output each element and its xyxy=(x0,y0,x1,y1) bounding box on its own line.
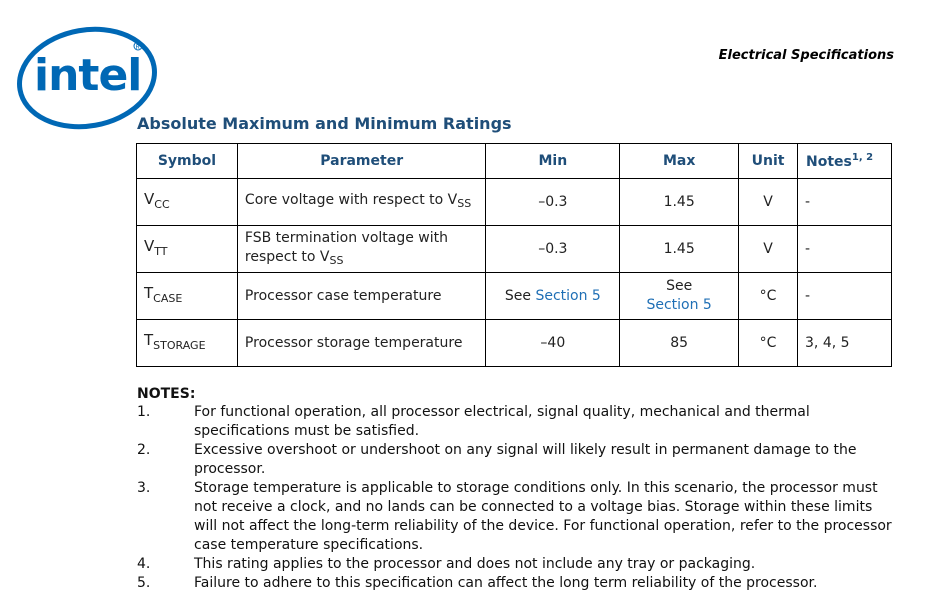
note-text: This rating applies to the processor and does not include any tray or packaging. xyxy=(194,556,756,572)
logo-wordmark: intel xyxy=(34,50,142,101)
unit-cell: V xyxy=(739,226,798,273)
parameter-cell: FSB termination voltage with respect to $V_{SS}$ xyxy=(237,226,486,273)
table-header-row xyxy=(137,144,892,179)
header-max: Max xyxy=(620,144,739,179)
header-notes xyxy=(798,144,892,179)
header-unit: Unit xyxy=(739,144,798,179)
parameter-cell: Core voltage with respect to $V_{SS}$ xyxy=(237,179,486,226)
note-item xyxy=(137,555,897,574)
section-5-link[interactable]: Section 5 xyxy=(646,297,712,313)
note-item xyxy=(137,441,897,479)
header-symbol: Symbol xyxy=(137,144,238,179)
header-notes-superscript: 1, 2 xyxy=(851,152,874,163)
notes-cell: - xyxy=(798,273,892,320)
header-parameter: Parameter xyxy=(237,144,486,179)
notes-cell: - xyxy=(798,226,892,273)
notes-section xyxy=(137,386,897,593)
note-number: 1. xyxy=(137,404,151,420)
notes-cell: - xyxy=(798,179,892,226)
svg-text:R: R xyxy=(135,44,140,51)
note-text: For functional operation, all processor electrical, signal quality, mechanical and thermal specifications must be satisfied. xyxy=(194,404,810,439)
min-cell: –40 xyxy=(486,320,620,367)
section-5-link[interactable]: Section 5 xyxy=(535,287,601,304)
symbol-cell: $T_{CASE}$ xyxy=(137,273,238,320)
note-number: 4. xyxy=(137,556,151,572)
max-cell: 1.45 xyxy=(620,226,739,273)
unit-cell: V xyxy=(739,179,798,226)
symbol-cell: $T_{STORAGE}$ xyxy=(137,320,238,367)
note-text: Excessive overshoot or undershoot on any signal will likely result in permanent damage to the processor. xyxy=(194,442,857,477)
table-row xyxy=(137,273,892,320)
note-text: Failure to adhere to this specification can affect the long term reliability of the processor. xyxy=(194,575,818,591)
max-cell: 85 xyxy=(620,320,739,367)
note-item xyxy=(137,479,897,555)
header-min: Min xyxy=(486,144,620,179)
table-row xyxy=(137,320,892,367)
note-number: 2. xyxy=(137,442,151,458)
ratings-table xyxy=(136,143,892,367)
table-row xyxy=(137,226,892,273)
table-title: Absolute Maximum and Minimum Ratings xyxy=(137,114,512,133)
note-text: Storage temperature is applicable to storage conditions only. In this scenario, the processor must not receive a clock, and no lands can be connected to a voltage bias. Storage within these limits will not affect the long-term reliability of the device. For functional operation, refer to the processor case temperature specifications. xyxy=(194,480,892,553)
symbol-cell: $V_{CC}$ xyxy=(137,179,238,226)
parameter-cell: Processor case temperature xyxy=(237,273,486,320)
unit-cell: °C xyxy=(739,273,798,320)
note-item xyxy=(137,574,897,593)
min-cell: –0.3 xyxy=(486,179,620,226)
parameter-cell: Processor storage temperature xyxy=(237,320,486,367)
min-cell: See Section 5 xyxy=(486,273,620,320)
header-notes-label: Notes xyxy=(806,154,852,170)
table-row xyxy=(137,179,892,226)
section-header-label: Electrical Specifications xyxy=(718,48,894,63)
min-cell: –0.3 xyxy=(486,226,620,273)
unit-cell: °C xyxy=(739,320,798,367)
max-cell: See Section 5 xyxy=(620,273,739,320)
note-number: 3. xyxy=(137,480,151,496)
note-number: 5. xyxy=(137,575,151,591)
note-item xyxy=(137,403,897,441)
notes-cell: 3, 4, 5 xyxy=(798,320,892,367)
max-cell: 1.45 xyxy=(620,179,739,226)
notes-title: NOTES: xyxy=(137,386,196,402)
symbol-cell: $V_{TT}$ xyxy=(137,226,238,273)
